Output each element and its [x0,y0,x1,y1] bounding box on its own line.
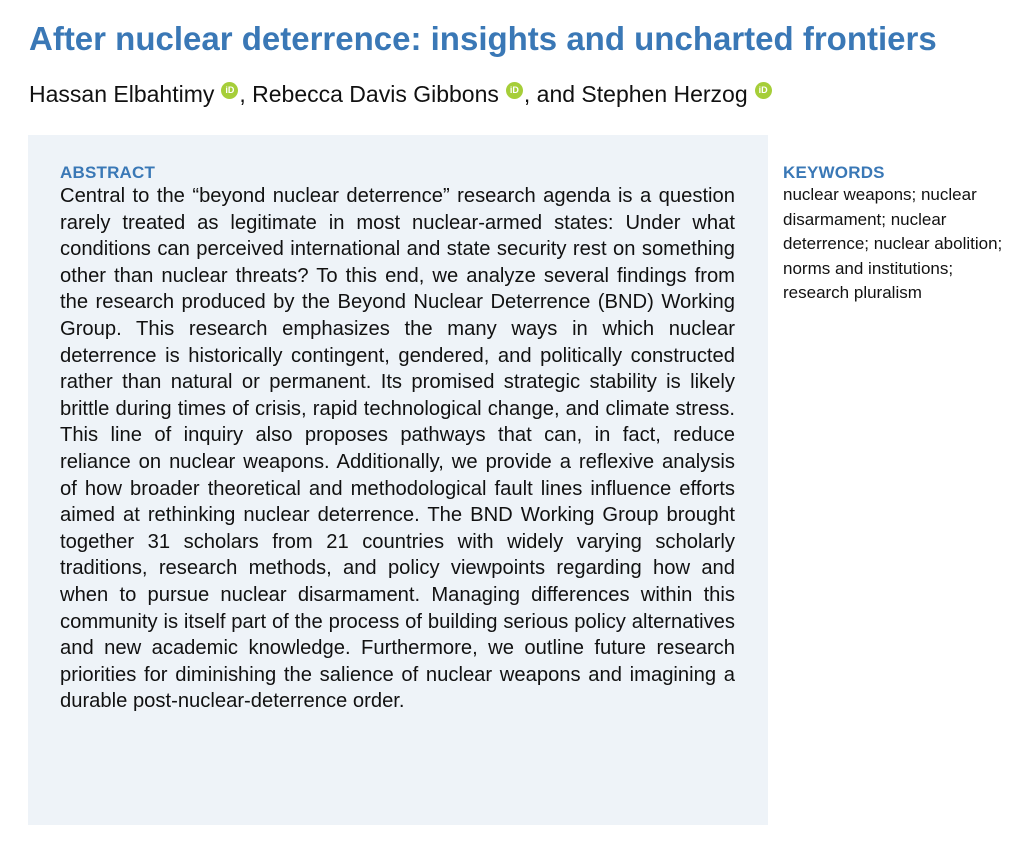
keywords-section [783,163,1008,306]
author-list [29,77,989,111]
orcid-icon[interactable]: iD [221,82,238,99]
article-title: After nuclear deterrence: insights and uncharted frontiers [29,20,937,57]
abstract-text: Central to the “beyond nuclear deterrence” research agenda is a question rarely treated as legitimate in most nuclear-armed states: Under what conditions can perceived international and state security rest on something other than nuclear threats? To this end, we analyze several findings from the research produced by the Beyond Nuclear Deterrence (BND) Working Group. This research emphasizes the many ways in which nuclear deterrence is historically contingent, gendered, and politically constructed rather than natural or permanent. Its promised strategic stability is likely brittle during times of crisis, rapid technological change, and climate stress. This line of inquiry also proposes pathways that can, in fact, reduce reliance on nuclear weapons. Additionally, we provide a reflexive analysis of how broader theoretical and methodological fault lines influence efforts aimed at rethinking nuclear deterrence. The BND Working Group brought together 31 scholars from 21 countries with widely varying scholarly traditions, research methods, and policy viewpoints regarding how and when to pursue nuclear disarmament. Managing differences within this community is itself part of the process of building serious policy alternatives and new academic knowledge. Furthermore, we outline future research priorities for diminishing the salience of nuclear weapons and imagining a durable post-nuclear-deterrence order. [60,185,735,713]
author-name[interactable]: Hassan Elbahtimy [29,81,215,107]
orcid-icon[interactable]: iD [506,82,523,99]
author-separator: , and [523,81,582,107]
abstract-heading: ABSTRACT [60,163,156,182]
author-separator: , [239,81,253,107]
keywords-heading: KEYWORDS [783,163,885,182]
abstract-box [28,135,768,825]
orcid-icon[interactable]: iD [755,82,772,99]
keywords-text: nuclear weapons; nuclear disarmament; nuclear deterrence; nuclear abolition; norms and institutions; research pluralism [783,185,1003,302]
author-name[interactable]: Stephen Herzog [581,81,748,107]
author-name[interactable]: Rebecca Davis Gibbons [252,81,499,107]
